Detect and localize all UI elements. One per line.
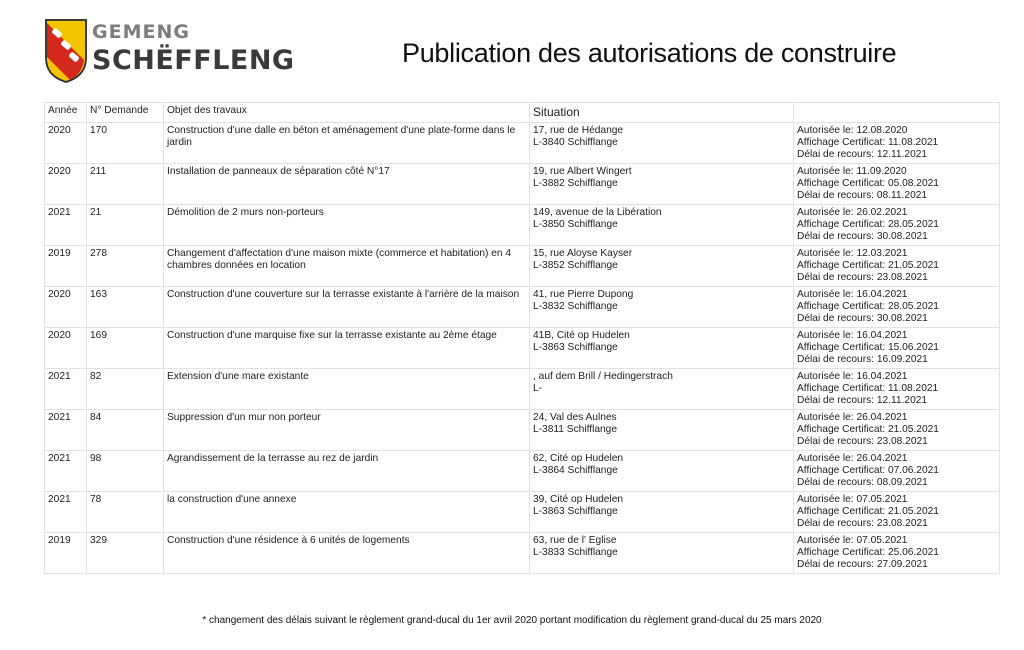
postal-line: L-3840 Schifflange <box>533 137 618 148</box>
annee: 2021 <box>48 494 71 505</box>
column-header-annee: Année <box>45 103 87 123</box>
objet-cell <box>164 246 530 287</box>
appeal-deadline: Délai de recours: 23.08.2021 <box>797 272 928 283</box>
certificate-display-date: Affichage Certificat: 11.08.2021 <box>797 137 939 148</box>
postal-line: L-3833 Schifflange <box>533 547 618 558</box>
annee-cell <box>45 328 87 369</box>
situation-cell <box>530 164 794 205</box>
postal-line: L-3811 Schifflange <box>533 424 618 435</box>
appeal-deadline: Délai de recours: 30.08.2021 <box>797 313 928 324</box>
objet-cell <box>164 205 530 246</box>
situation-cell <box>530 410 794 451</box>
authorized-date: Autorisée le: 16.04.2021 <box>797 371 908 382</box>
address-line: 24, Val des Aulnes <box>533 412 617 423</box>
authorized-date: Autorisée le: 26.02.2021 <box>797 207 908 218</box>
appeal-deadline: Délai de recours: 08.11.2021 <box>797 190 928 201</box>
status-cell <box>794 369 1000 410</box>
objet: Installation de panneaux de séparation côté N°17 <box>167 166 390 177</box>
status-cell <box>794 164 1000 205</box>
numero-cell <box>87 451 164 492</box>
address-line: 19, rue Albert Wingert <box>533 166 632 177</box>
numero: 278 <box>90 248 107 259</box>
annee-cell <box>45 369 87 410</box>
situation-cell <box>530 328 794 369</box>
status-cell <box>794 533 1000 574</box>
annee-cell <box>45 451 87 492</box>
objet-cell <box>164 328 530 369</box>
table-row <box>45 164 1000 205</box>
situation-cell <box>530 492 794 533</box>
address-line: 39, Cité op Hudelen <box>533 494 624 505</box>
status-cell <box>794 205 1000 246</box>
numero: 163 <box>90 289 107 300</box>
annee-cell <box>45 164 87 205</box>
annee-cell <box>45 123 87 164</box>
numero: 329 <box>90 535 107 546</box>
objet: Démolition de 2 murs non-porteurs <box>167 207 324 218</box>
certificate-display-date: Affichage Certificat: 21.05.2021 <box>797 424 939 435</box>
objet-cell <box>164 492 530 533</box>
appeal-deadline: Délai de recours: 23.08.2021 <box>797 518 928 529</box>
appeal-deadline: Délai de recours: 23.08.2021 <box>797 436 928 447</box>
numero: 98 <box>90 453 102 464</box>
numero: 82 <box>90 371 102 382</box>
numero: 169 <box>90 330 107 341</box>
numero-cell <box>87 410 164 451</box>
appeal-deadline: Délai de recours: 27.09.2021 <box>797 559 928 570</box>
address-line: , auf dem Brill / Hedingerstrach <box>533 371 673 382</box>
situation-cell <box>530 246 794 287</box>
certificate-display-date: Affichage Certificat: 11.08.2021 <box>797 383 939 394</box>
numero-cell <box>87 205 164 246</box>
status-cell <box>794 451 1000 492</box>
annee: 2019 <box>48 248 71 259</box>
numero: 21 <box>90 207 102 218</box>
certificate-display-date: Affichage Certificat: 21.05.2021 <box>797 506 939 517</box>
coat-of-arms-icon <box>44 18 88 84</box>
column-header-situation: Situation <box>530 103 794 123</box>
postal-line: L-3882 Schifflange <box>533 178 618 189</box>
postal-line: L-3850 Schifflange <box>533 219 618 230</box>
table-row <box>45 410 1000 451</box>
objet: Construction d'une marquise fixe sur la terrasse existante au 2ème étage <box>167 330 497 341</box>
certificate-display-date: Affichage Certificat: 21.05.2021 <box>797 260 939 271</box>
address-line: 15, rue Aloyse Kayser <box>533 248 633 259</box>
objet-cell <box>164 410 530 451</box>
numero-cell <box>87 369 164 410</box>
objet-cell <box>164 451 530 492</box>
numero-cell <box>87 123 164 164</box>
table-row <box>45 287 1000 328</box>
column-header-status <box>794 103 1000 123</box>
status-cell <box>794 410 1000 451</box>
logo-line-2: SCHËFFLENG <box>92 45 295 76</box>
numero-cell <box>87 492 164 533</box>
table-row <box>45 123 1000 164</box>
appeal-deadline: Délai de recours: 30.08.2021 <box>797 231 928 242</box>
authorized-date: Autorisée le: 07.05.2021 <box>797 494 908 505</box>
annee-cell <box>45 533 87 574</box>
objet-cell <box>164 164 530 205</box>
appeal-deadline: Délai de recours: 12.11.2021 <box>797 395 928 406</box>
objet: Construction d'une couverture sur la terrasse existante à l'arrière de la maison <box>167 289 520 300</box>
objet: Construction d'une résidence à 6 unités de logements <box>167 535 410 546</box>
authorized-date: Autorisée le: 12.08.2020 <box>797 125 908 136</box>
objet-cell <box>164 533 530 574</box>
situation-cell <box>530 287 794 328</box>
annee-cell <box>45 287 87 328</box>
annee: 2021 <box>48 371 71 382</box>
table-row <box>45 492 1000 533</box>
status-cell <box>794 246 1000 287</box>
authorized-date: Autorisée le: 12.03.2021 <box>797 248 908 259</box>
postal-line: L-3832 Schifflange <box>533 301 618 312</box>
situation-cell <box>530 369 794 410</box>
objet-cell <box>164 369 530 410</box>
permits-table <box>44 102 1000 574</box>
address-line: 62, Cité op Hudelen <box>533 453 624 464</box>
table-row <box>45 246 1000 287</box>
objet: Changement d'affectation d'une maison mixte (commerce et habitation) en 4 chambres données en location <box>167 248 512 271</box>
certificate-display-date: Affichage Certificat: 15.06.2021 <box>797 342 939 353</box>
certificate-display-date: Affichage Certificat: 05.08.2021 <box>797 178 939 189</box>
numero-cell <box>87 328 164 369</box>
numero-cell <box>87 287 164 328</box>
annee: 2020 <box>48 330 71 341</box>
annee-cell <box>45 410 87 451</box>
annee: 2021 <box>48 453 71 464</box>
annee: 2020 <box>48 289 71 300</box>
column-header-numero: N° Demande <box>87 103 164 123</box>
objet: Construction d'une dalle en béton et aménagement d'une plate-forme dans le jardin <box>167 125 516 148</box>
table-row <box>45 533 1000 574</box>
authorized-date: Autorisée le: 07.05.2021 <box>797 535 908 546</box>
municipality-logo <box>44 18 295 84</box>
certificate-display-date: Affichage Certificat: 28.05.2021 <box>797 301 939 312</box>
table-header-row <box>45 103 1000 123</box>
postal-line: L-3863 Schifflange <box>533 506 618 517</box>
objet: Agrandissement de la terrasse au rez de jardin <box>167 453 379 464</box>
objet: la construction d'une annexe <box>167 494 297 505</box>
certificate-display-date: Affichage Certificat: 28.05.2021 <box>797 219 939 230</box>
address-line: 17, rue de Hédange <box>533 125 624 136</box>
status-cell <box>794 492 1000 533</box>
situation-cell <box>530 205 794 246</box>
authorized-date: Autorisée le: 26.04.2021 <box>797 453 908 464</box>
authorized-date: Autorisée le: 11.09.2020 <box>797 166 907 177</box>
appeal-deadline: Délai de recours: 16.09.2021 <box>797 354 928 365</box>
numero: 170 <box>90 125 107 136</box>
annee: 2020 <box>48 166 71 177</box>
table-row <box>45 369 1000 410</box>
table-row <box>45 328 1000 369</box>
address-line: 149, avenue de la Libération <box>533 207 662 218</box>
situation-cell <box>530 451 794 492</box>
status-cell <box>794 287 1000 328</box>
numero: 211 <box>90 166 107 177</box>
numero: 78 <box>90 494 102 505</box>
table-row <box>45 205 1000 246</box>
authorized-date: Autorisée le: 16.04.2021 <box>797 330 908 341</box>
status-cell <box>794 328 1000 369</box>
address-line: 63, rue de l' Eglise <box>533 535 617 546</box>
annee-cell <box>45 205 87 246</box>
annee: 2021 <box>48 207 71 218</box>
authorized-date: Autorisée le: 16.04.2021 <box>797 289 908 300</box>
annee: 2019 <box>48 535 71 546</box>
annee-cell <box>45 492 87 533</box>
annee: 2020 <box>48 125 71 136</box>
postal-line: L-3864 Schifflange <box>533 465 618 476</box>
numero-cell <box>87 533 164 574</box>
objet: Suppression d'un mur non porteur <box>167 412 321 423</box>
postal-line: L-3852 Schifflange <box>533 260 618 271</box>
authorized-date: Autorisée le: 26.04.2021 <box>797 412 908 423</box>
postal-line: L-3863 Schifflange <box>533 342 618 353</box>
appeal-deadline: Délai de recours: 12.11.2021 <box>797 149 928 160</box>
numero: 84 <box>90 412 102 423</box>
objet-cell <box>164 123 530 164</box>
annee-cell <box>45 246 87 287</box>
logo-line-1: GEMENG <box>92 21 190 43</box>
table-row <box>45 451 1000 492</box>
certificate-display-date: Affichage Certificat: 07.06.2021 <box>797 465 939 476</box>
page-title: Publication des autorisations de construire <box>402 38 897 68</box>
numero-cell <box>87 246 164 287</box>
objet-cell <box>164 287 530 328</box>
appeal-deadline: Délai de recours: 08.09.2021 <box>797 477 928 488</box>
situation-cell <box>530 123 794 164</box>
numero-cell <box>87 164 164 205</box>
situation-cell <box>530 533 794 574</box>
postal-line: L- <box>533 383 543 394</box>
address-line: 41, rue Pierre Dupong <box>533 289 634 300</box>
footnote: * changement des délais suivant le règlement grand-ducal du 1er avril 2020 portant modification du règlement grand-ducal du 25 mars 2020 <box>202 615 822 626</box>
status-cell <box>794 123 1000 164</box>
certificate-display-date: Affichage Certificat: 25.06.2021 <box>797 547 939 558</box>
column-header-objet: Objet des travaux <box>164 103 530 123</box>
objet: Extension d'une mare existante <box>167 371 309 382</box>
address-line: 41B, Cité op Hudelen <box>533 330 630 341</box>
annee: 2021 <box>48 412 71 423</box>
